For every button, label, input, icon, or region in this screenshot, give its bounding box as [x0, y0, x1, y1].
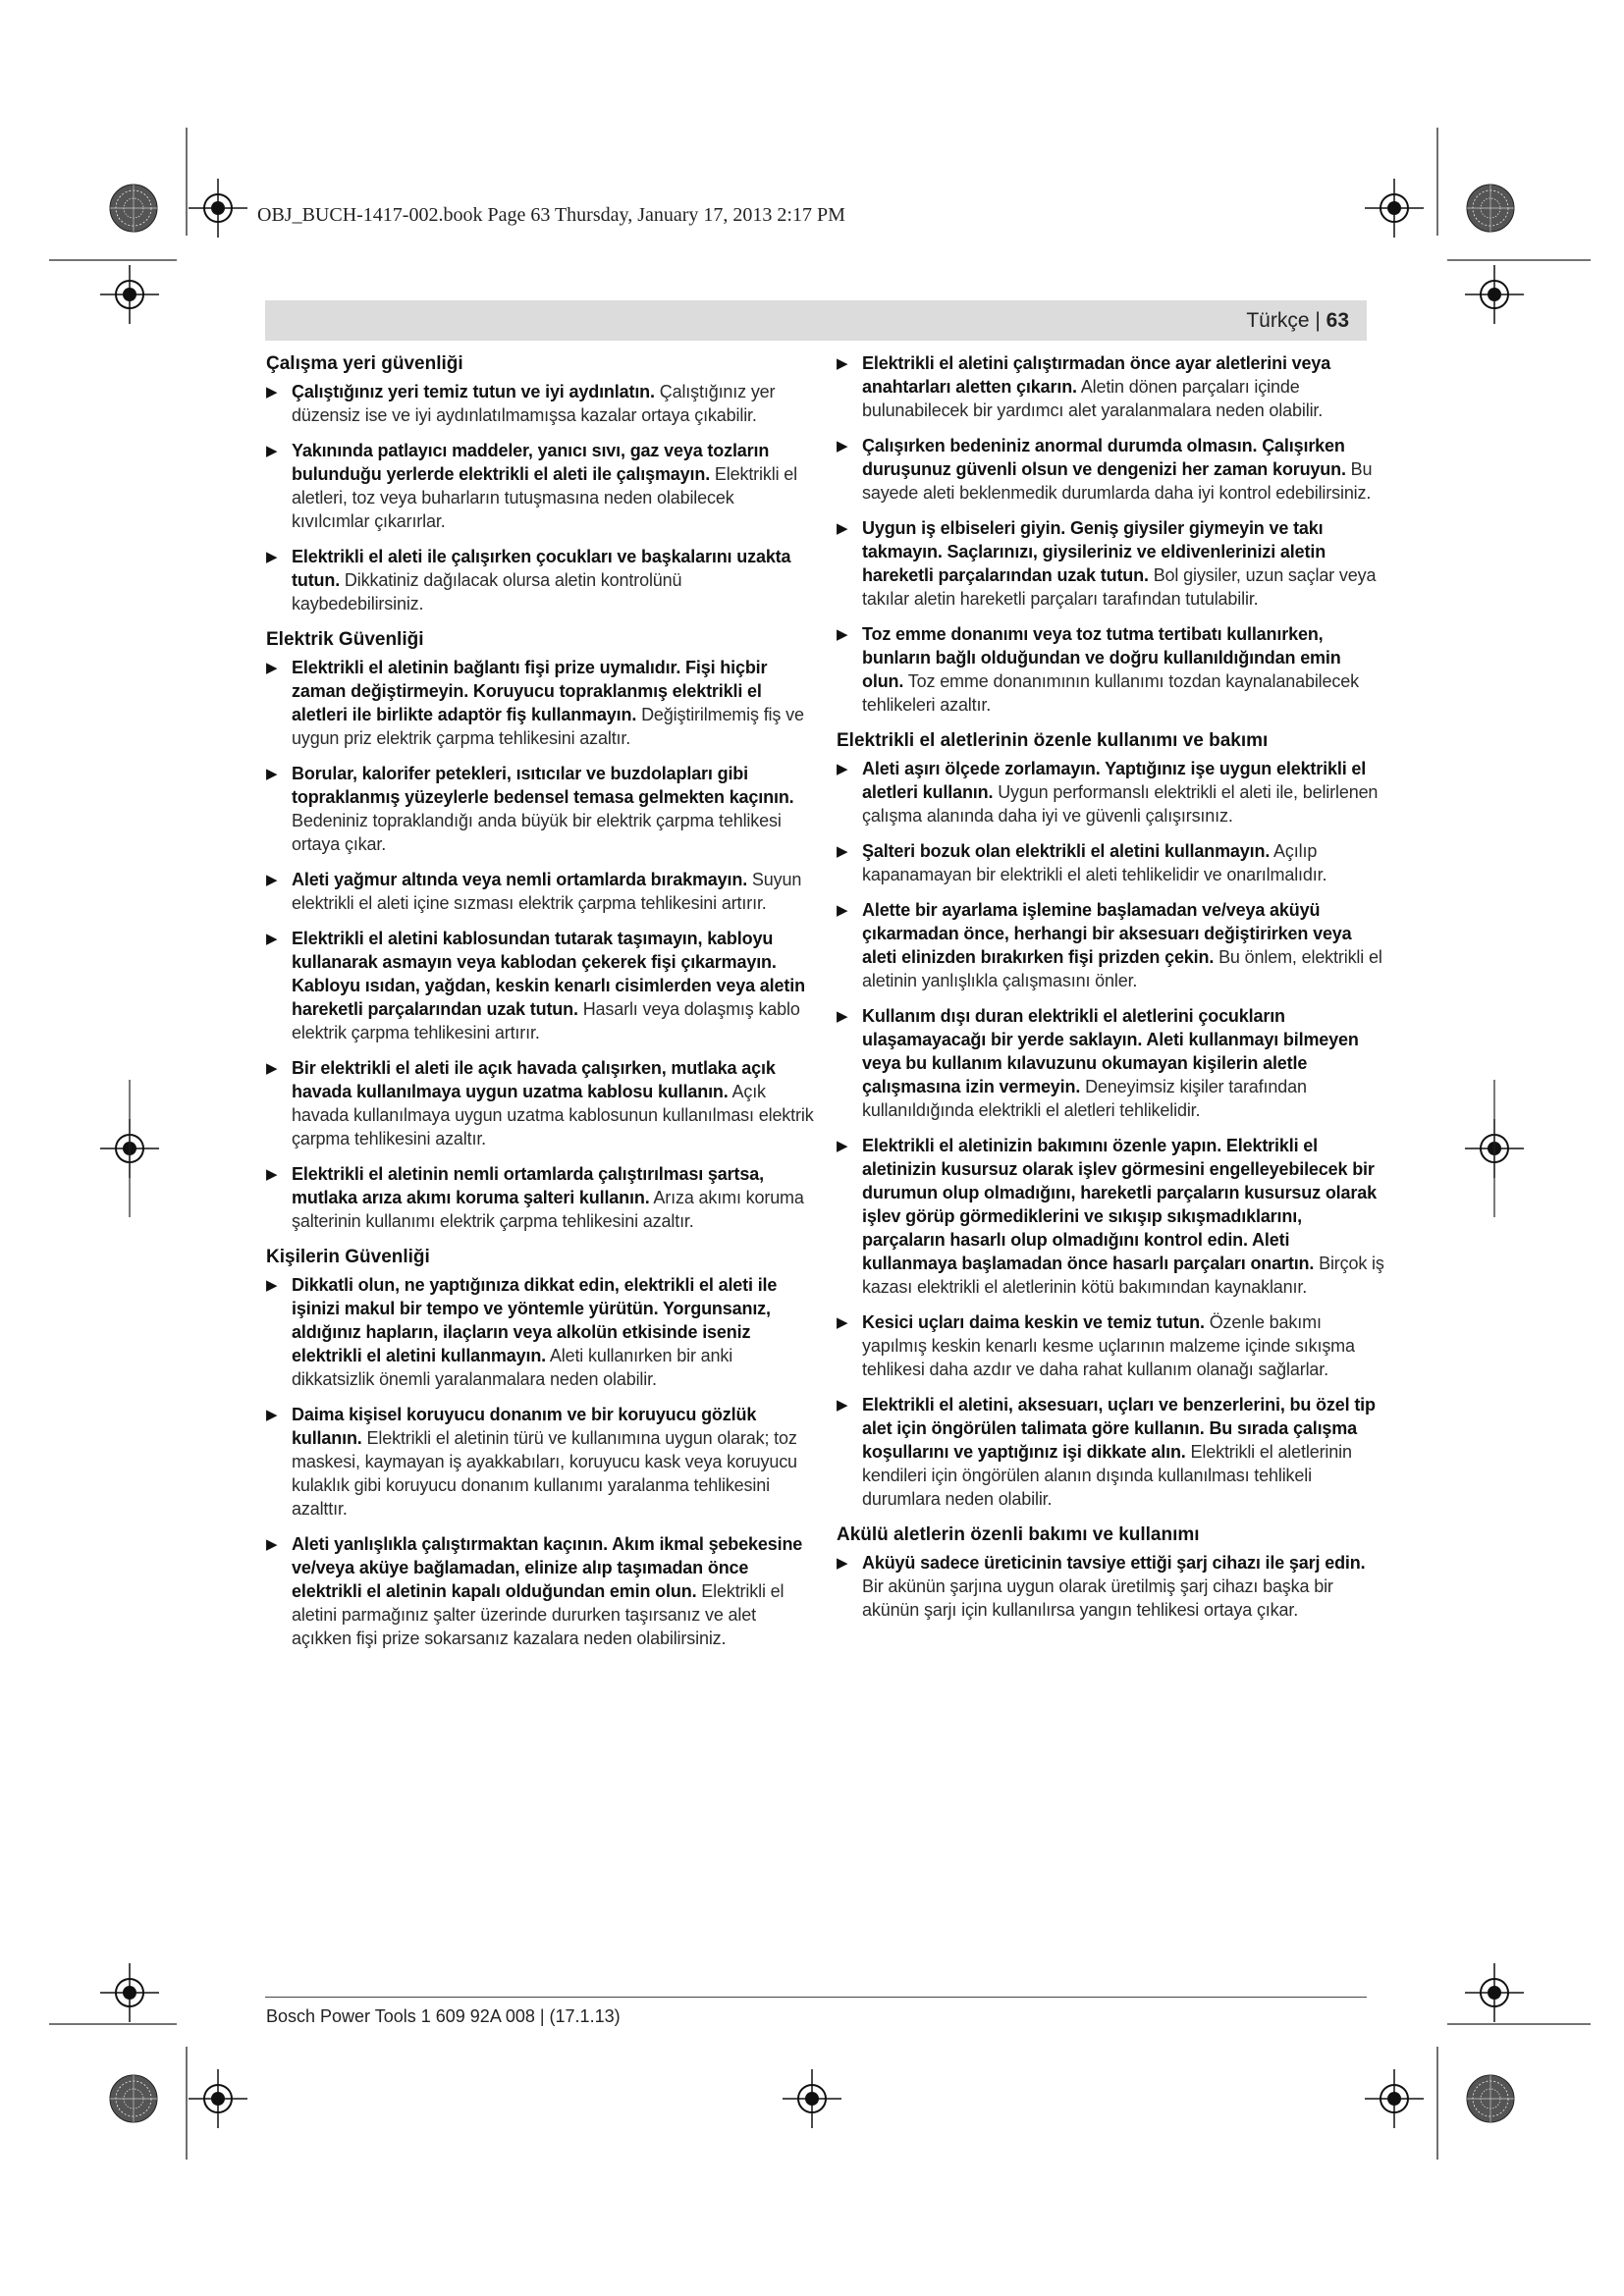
list-item — [266, 868, 814, 915]
section — [266, 1245, 814, 1650]
section-title: Elektrikli el aletlerinin özenle kullanımı ve bakımı — [837, 730, 1269, 751]
item-bold-text: Çalışırken bedeniniz anormal durumda olmasın. Çalışırken duruşunuz güvenli olsun ve dengenizi her zaman koruyun. — [862, 436, 1346, 479]
item-text: Açılıp kapanamayan bir elektrikli el aleti tehlikelidir ve onarılmalıdır. — [862, 841, 1327, 884]
list-item — [266, 1403, 814, 1521]
bullet-arrow-icon: ▶ — [266, 1277, 278, 1294]
right-column — [837, 351, 1386, 1633]
bullet-arrow-icon: ▶ — [837, 438, 848, 454]
item-text: Aletin dönen parçaları içinde bulunabilecek bir yardımcı alet yaralanmalara neden olabilir. — [862, 377, 1324, 420]
item-bold-text: Elektrikli el aletinin nemli ortamlarda çalıştırılması şartsa, mutlaka arıza akımı koruma şalteri kullanın. — [292, 1164, 764, 1207]
item-text: Çalıştığınız yer düzensiz ise ve iyi aydınlatılmamışsa kazalar ortaya çıkabilir. — [292, 382, 776, 425]
list-item — [837, 1393, 1386, 1511]
item-bold-text: Kesici uçları daima keskin ve temiz tutun. — [862, 1312, 1205, 1332]
language-label: Türkçe — [1246, 309, 1310, 332]
left-column — [266, 351, 814, 1662]
list-item — [266, 927, 814, 1044]
list-item — [837, 757, 1386, 828]
list-item — [266, 545, 814, 615]
bullet-arrow-icon: ▶ — [837, 520, 848, 537]
list-item — [837, 1551, 1386, 1622]
item-bold-text: Dikkatli olun, ne yaptığınıza dikkat edin, elektrikli el aleti ile işinizi makul bir tempo ve yöntemle yürütün. Yorgunsanız, aldığınız hapların, ilaçların veya alkolün etkisinde iseniz elektrikli el aletini kullanmayın. — [292, 1275, 778, 1365]
bullet-arrow-icon: ▶ — [837, 1138, 848, 1154]
list-item — [837, 351, 1386, 422]
bullet-arrow-icon: ▶ — [266, 384, 278, 400]
list-item — [266, 1056, 814, 1150]
bullet-arrow-icon: ▶ — [266, 1060, 278, 1077]
section — [837, 1522, 1386, 1622]
list-item — [837, 622, 1386, 717]
list-item — [837, 1004, 1386, 1122]
item-bold-text: Aleti yağmur altında veya nemli ortamlarda bırakmayın. — [292, 870, 748, 889]
item-text: Birçok iş kazası elektrikli el aletlerinin kötü bakımından kaynaklanır. — [862, 1254, 1384, 1297]
item-bold-text: Aleti yanlışlıkla çalıştırmaktan kaçının. Akım ikmal şebekesine ve/veya aküye bağlamadan, elinize alıp taşımadan önce elektrikli el aletinin kapalı olduğundan emin olun. — [292, 1534, 803, 1601]
section — [266, 627, 814, 1233]
list-item — [837, 516, 1386, 611]
list-item — [837, 434, 1386, 505]
bullet-arrow-icon: ▶ — [837, 902, 848, 919]
bullet-arrow-icon: ▶ — [837, 761, 848, 777]
item-bold-text: Şalteri bozuk olan elektrikli el aletini kullanmayın. — [862, 841, 1271, 861]
item-text: Aleti kullanırken bir anki dikkatsizlik önemli yaralanmalara neden olabilir. — [292, 1346, 733, 1389]
item-text: Elektrikli el aletinin türü ve kullanımına uygun olarak; toz maskesi, kaymayan iş ayakkabıları, koruyucu kask veya koruyucu kulaklık gibi koruyucu donanım kullanımı yaralanma tehlikesini azalttır. — [292, 1428, 797, 1519]
item-bold-text: Aleti aşırı ölçede zorlamayın. Yaptığınız işe uygun elektrikli el aletleri kullanın. — [862, 759, 1367, 802]
bullet-arrow-icon: ▶ — [266, 1166, 278, 1183]
item-text: Hasarlı veya dolaşmış kablo elektrik çarpma tehlikesini artırır. — [292, 999, 800, 1042]
item-bold-text: Elektrikli el aletini kablosundan tutarak taşımayın, kabloyu kullanarak asmayın veya kablodan çekerek fişi çıkarmayın. Kabloyu ısıdan, yağdan, keskin kenarlı cisimlerden veya aletin hareketli parçalarından uzak tutun. — [292, 929, 805, 1019]
item-text: Arıza akımı koruma şalterinin kullanımı elektrik çarpma tehlikesini azaltır. — [292, 1188, 804, 1231]
footer: Bosch Power Tools 1 609 92A 008 | (17.1.13) — [266, 2006, 621, 2026]
page-header-label: Türkçe | 63 — [1246, 309, 1349, 332]
item-text: Bu sayede aleti beklenmedik durumlarda daha iyi kontrol edebilirsiniz. — [862, 459, 1373, 503]
item-text: Değiştirilmemiş fiş ve uygun priz elektrik çarpma tehlikesini azaltır. — [292, 705, 804, 748]
item-bold-text: Bir elektrikli el aleti ile açık havada çalışırken, mutlaka açık havada kullanılmaya uygun uzatma kablosu kullanın. — [292, 1058, 776, 1101]
item-text: Bedeniniz topraklandığı anda büyük bir elektrik çarpma tehlikesi ortaya çıkar. — [292, 811, 782, 854]
item-bold-text: Alette bir ayarlama işlemine başlamadan ve/veya aküyü çıkarmadan önce, herhangi bir aksesuarı değiştirirken veya aleti elinizden bırakırken fişi prizden çekin. — [862, 900, 1352, 967]
bullet-arrow-icon: ▶ — [266, 1536, 278, 1553]
bullet-arrow-icon: ▶ — [837, 843, 848, 860]
item-text: Bol giysiler, uzun saçlar veya takılar aletin hareketli parçaları tarafından tutulabilir. — [862, 565, 1377, 609]
bullet-arrow-icon: ▶ — [266, 443, 278, 459]
item-text: Dikkatiniz dağılacak olursa aletin kontrolünü kaybedebilirsiniz. — [292, 570, 682, 614]
item-bold-text: Toz emme donanımı veya toz tutma tertibatı kullanırken, bunların bağlı olduğundan ve doğru kullanıldığından emin olun. — [862, 624, 1341, 691]
bullet-arrow-icon: ▶ — [266, 549, 278, 565]
bullet-arrow-icon: ▶ — [266, 872, 278, 888]
section-title: Çalışma yeri güvenliği — [266, 353, 463, 374]
list-item — [266, 1162, 814, 1233]
item-bold-text: Elektrikli el aleti ile çalışırken çocukları ve başkalarını uzakta tutun. — [292, 547, 791, 590]
item-bold-text: Çalıştığınız yeri temiz tutun ve iyi aydınlatın. — [292, 382, 655, 401]
item-text: Bu önlem, elektrikli el aletinin yanlışlıkla çalışmasını önler. — [862, 947, 1382, 990]
item-bold-text: Elektrikli el aletini, aksesuarı, uçları ve benzerlerini, bu özel tip alet için öngörülen talimata göre kullanın. Bu sırada çalışma koşullarını ve yaptığınız işi dikkate alın. — [862, 1395, 1376, 1462]
section — [266, 351, 814, 615]
list-item — [266, 380, 814, 427]
item-bold-text: Aküyü sadece üreticinin tavsiye ettiği şarj cihazı ile şarj edin. — [862, 1553, 1366, 1573]
item-text: Elektrikli el aletini parmağınız şalter üzerinde dururken taşırsanız ve alet açıkken fişi prize sokarsanız kazalara neden olabilirsiniz. — [292, 1581, 785, 1648]
item-bold-text: Kullanım dışı duran elektrikli el aletlerini çocukların ulaşamayacağı bir yerde saklayın. Aleti kullanmayı bilmeyen veya bu kullanım kılavuzunu okumayan kişilerin aletle çalışmasına izin vermeyin. — [862, 1006, 1359, 1096]
list-item — [837, 898, 1386, 992]
section-title: Akülü aletlerin özenli bakımı ve kullanımı — [837, 1524, 1200, 1545]
bullet-arrow-icon: ▶ — [837, 355, 848, 372]
item-bold-text: Elektrikli el aletinin bağlantı fişi prize uymalıdır. Fişi hiçbir zaman değiştirmeyin. Koruyucu topraklanmış elektrikli el aletleri ile birlikte adaptör fiş kullanmayın. — [292, 658, 768, 724]
footer-rule — [265, 1997, 1367, 1998]
item-text: Elektrikli el aletleri, toz veya buharların tutuşmasına neden olabilecek kıvılcımlar çıkarırlar. — [292, 464, 797, 531]
header-bar — [265, 300, 1367, 341]
list-item — [837, 839, 1386, 886]
bullet-arrow-icon: ▶ — [837, 1314, 848, 1331]
bullet-arrow-icon: ▶ — [837, 1555, 848, 1572]
item-text: Bir akünün şarjına uygun olarak üretilmiş şarj cihazı başka bir akünün şarjı için kullanılırsa yangın tehlikesi ortaya çıkar. — [862, 1576, 1333, 1620]
bullet-arrow-icon: ▶ — [837, 626, 848, 643]
item-text: Toz emme donanımının kullanımı tozdan kaynalanabilecek tehlikeleri azaltır. — [862, 671, 1359, 715]
item-bold-text: Uygun iş elbiseleri giyin. Geniş giysiler giymeyin ve takı takmayın. Saçlarınızı, giysileriniz ve eldivenlerinizi aletin hareketli parçalarından uzak tutun. — [862, 518, 1326, 585]
item-bold-text: Elektrikli el aletinizin bakımını özenle yapın. Elektrikli el aletinizin kusursuz olarak işlev görmesini engelleyebilecek bir durumun olup olmadığını, hareketli parçaların kusursuz olarak işlev görüp görmediklerini ve sıkışıp sıkışmadıklarını, parçaların hasarlı olup olmadığını kontrol edin. Aleti kullanmaya başlamadan önce hasarlı parçaları onartın. — [862, 1136, 1377, 1273]
item-text: Özenle bakımı yapılmış keskin kenarlı kesme uçlarının malzeme içinde sıkışma tehlikesi daha azdır ve daha rahat kullanım olanağı sağlarlar. — [862, 1312, 1355, 1379]
section — [837, 351, 1386, 717]
bullet-arrow-icon: ▶ — [266, 660, 278, 676]
item-text: Suyun elektrikli el aleti içine sızması elektrik çarpma tehlikesini artırır. — [292, 870, 802, 913]
bullet-arrow-icon: ▶ — [837, 1008, 848, 1025]
list-item — [266, 1532, 814, 1650]
list-item — [266, 1273, 814, 1391]
section-title: Kişilerin Güvenliği — [266, 1247, 430, 1267]
list-item — [837, 1310, 1386, 1381]
item-text: Uygun performanslı elektrikli el aleti ile, belirlenen çalışma alanında daha iyi ve güvenli çalışırsınız. — [862, 782, 1379, 826]
list-item — [266, 439, 814, 533]
page-number: 63 — [1326, 309, 1349, 332]
bullet-arrow-icon: ▶ — [837, 1397, 848, 1414]
item-text: Elektrikli el aletlerinin kendileri için öngörülen alanın dışında kullanılması tehlikeli durumlara neden olabilir. — [862, 1442, 1352, 1509]
bullet-arrow-icon: ▶ — [266, 766, 278, 782]
list-item — [837, 1134, 1386, 1299]
list-item — [266, 656, 814, 750]
item-text: Deneyimsiz kişiler tarafından kullanıldığında elektrikli el aletleri tehlikelidir. — [862, 1077, 1307, 1120]
file-header: OBJ_BUCH-1417-002.book Page 63 Thursday, January 17, 2013 2:17 PM — [257, 204, 845, 226]
bullet-arrow-icon: ▶ — [266, 931, 278, 947]
item-bold-text: Borular, kalorifer petekleri, ısıtıcılar ve buzdolapları gibi topraklanmış yüzeylerle bedensel temasa gelmekten kaçının. — [292, 764, 794, 807]
item-text: Açık havada kullanılmaya uygun uzatma kablosunun kullanılması elektrik çarpma tehlikesini azaltır. — [292, 1082, 814, 1148]
item-bold-text: Yakınında patlayıcı maddeler, yanıcı sıvı, gaz veya tozların bulunduğu yerlerde elektrikli el aleti ile çalışmayın. — [292, 441, 770, 484]
bullet-arrow-icon: ▶ — [266, 1407, 278, 1423]
item-bold-text: Elektrikli el aletini çalıştırmadan önce ayar aletlerini veya anahtarları aletten çıkarın. — [862, 353, 1331, 397]
section-title: Elektrik Güvenliği — [266, 629, 424, 650]
section — [837, 728, 1386, 1511]
list-item — [266, 762, 814, 856]
item-bold-text: Daima kişisel koruyucu donanım ve bir koruyucu gözlük kullanın. — [292, 1405, 757, 1448]
